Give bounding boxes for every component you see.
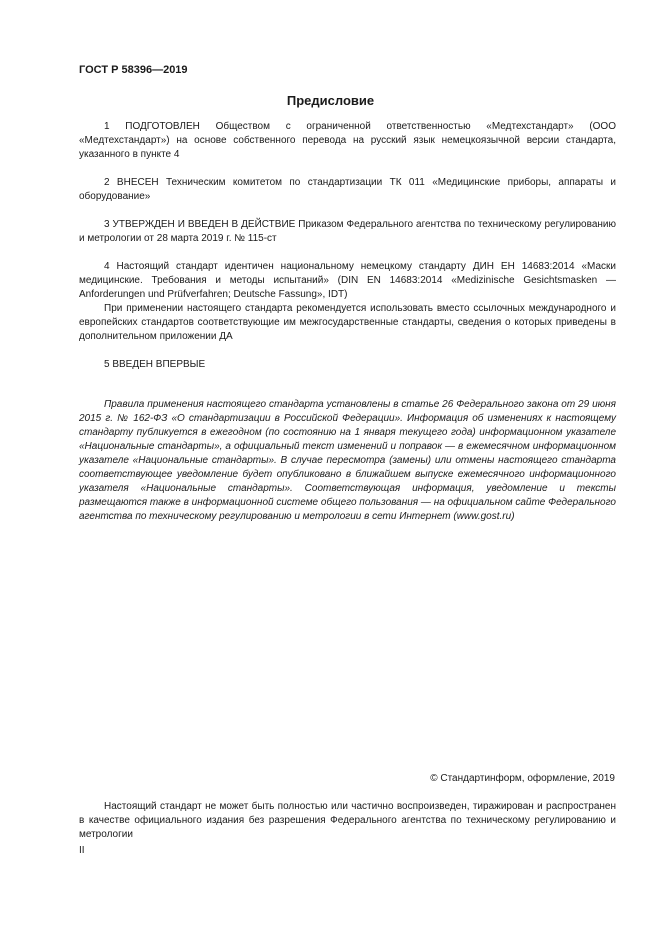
notice-text: Правила применения настоящего стандарта установлены в статье 26 Федерального закона от 29 июня 2015 г. № 162-ФЗ «О стандартизации в Российской Федерации». Информация об изменениях к настоящему стандарту публикуется в ежегодном (по состоянию на 1 января текущего года) информационном указателе «Национальные стандарты», а официальный текст изменений и поправок — в ежемесячном информационном указателе «Национальные стандарты». В случае пересмотра (замены) или отмены настоящего стандарта соответствующее уведомление будет опубликовано в ближайшем выпуске ежемесячного информационного указателя «Национальные стандарты». Соответствующая информация, уведомление и тексты размещаются также в информационной системе общего пользования — на официальном сайте Федерального агентства по техническому регулированию и метрологии в сети Интернет (www.gost.ru) bbox=[79, 399, 616, 522]
foreword-item-5: 5 ВВЕДЕН ВПЕРВЫЕ bbox=[104, 359, 206, 370]
foreword-item-4-note: При применении настоящего стандарта рекомендуется использовать вместо ссылочных международного и европейских стандартов соответствующие им межгосударственные стандарты, сведения о которых приведены в дополнительном приложении ДА bbox=[79, 303, 616, 342]
reproduction-text: Настоящий стандарт не может быть полностью или частично воспроизведен, тиражирован и распространен в качестве официального издания без разрешения Федерального агентства по техническому регулированию и метрологии bbox=[79, 801, 616, 840]
reproduction-notice bbox=[79, 800, 616, 842]
page-number: II bbox=[79, 845, 85, 856]
foreword-item-3: 3 УТВЕРЖДЕН И ВВЕДЕН В ДЕЙСТВИЕ Приказом Федерального агентства по техническому регулированию и метрологии от 28 марта 2019 г. № 115-ст bbox=[79, 219, 616, 244]
foreword-item-4: 4 Настоящий стандарт идентичен национальному немецкому стандарту ДИН ЕН 14683:2014 «Маски медицинские. Требования и методы испытаний» (DIN EN 14683:2014 «Medizinische Gesichtsmasken — Anforderungen und Prüfverfahren; Deutsche Fassung», IDT) bbox=[79, 261, 616, 300]
page-title: Предисловие bbox=[286, 93, 375, 108]
document-code: ГОСТ Р 58396—2019 bbox=[79, 64, 188, 76]
foreword-item-1: 1 ПОДГОТОВЛЕН Обществом с ограниченной ответственностью «Медтехстандарт» (ООО «Медтехстандарт») на основе собственного перевода на русский язык немецкоязычной версии стандарта, указанного в пункте 4 bbox=[79, 121, 616, 160]
copyright-line: © Стандартинформ, оформление, 2019 bbox=[430, 773, 615, 784]
foreword-content bbox=[79, 120, 616, 372]
application-rules-notice bbox=[79, 398, 616, 524]
foreword-item-2: 2 ВНЕСЕН Техническим комитетом по стандартизации ТК 011 «Медицинские приборы, аппараты и оборудование» bbox=[79, 177, 616, 202]
